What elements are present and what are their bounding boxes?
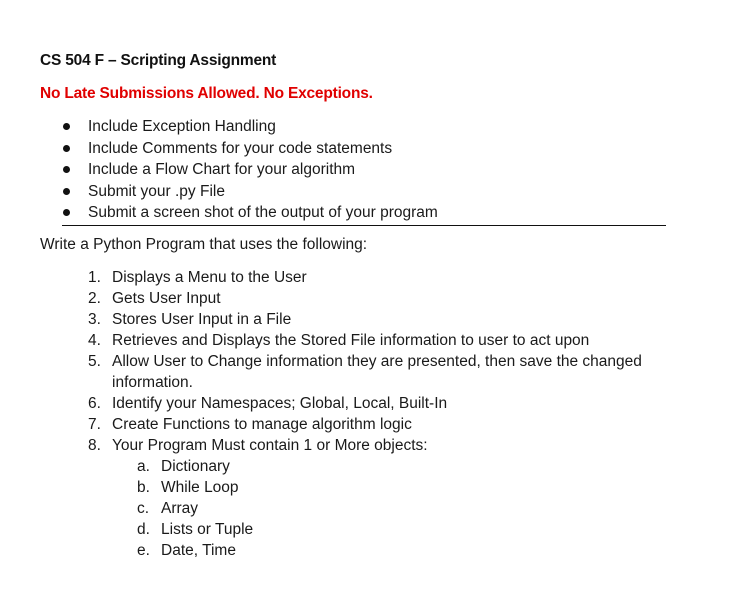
requirement-text: Submit a screen shot of the output of your program xyxy=(88,204,438,221)
object-text: While Loop xyxy=(161,479,239,496)
step-number: 5. xyxy=(88,353,101,370)
step-text: Your Program Must contain 1 or More objects: xyxy=(112,437,428,454)
list-item xyxy=(80,309,642,330)
list-item xyxy=(112,540,642,561)
object-text: Lists or Tuple xyxy=(161,521,254,538)
step-text: Allow User to Change information they are presented, then save the changed information. xyxy=(112,353,642,391)
bullet-icon xyxy=(63,166,70,173)
object-letter: a. xyxy=(137,458,150,475)
object-text: Dictionary xyxy=(161,458,230,475)
late-submission-warning: No Late Submissions Allowed. No Exceptions. xyxy=(40,85,373,102)
object-letter: d. xyxy=(137,521,150,538)
steps-list xyxy=(80,267,642,561)
object-letter: c. xyxy=(137,500,150,517)
requirement-text: Include a Flow Chart for your algorithm xyxy=(88,161,356,178)
list-item xyxy=(112,519,642,540)
object-letter: e. xyxy=(137,542,150,559)
step-text: Identify your Namespaces; Global, Local, Built-In xyxy=(112,395,448,412)
requirement-text: Include Comments for your code statements xyxy=(88,139,393,157)
step-number: 3. xyxy=(88,311,101,328)
object-letter: b. xyxy=(137,479,150,496)
document-title: CS 504 F – Scripting Assignment xyxy=(40,52,277,69)
bullet-icon xyxy=(63,123,70,130)
list-item xyxy=(80,288,642,309)
list-item xyxy=(112,477,642,498)
step-number: 7. xyxy=(88,416,101,433)
list-item xyxy=(80,330,642,351)
step-text: Displays a Menu to the User xyxy=(112,269,307,286)
object-text: Date, Time xyxy=(161,542,236,559)
bullet-icon xyxy=(63,188,70,195)
list-item xyxy=(80,435,642,561)
list-item xyxy=(60,159,438,181)
list-item xyxy=(80,393,642,414)
bullet-icon xyxy=(63,209,70,216)
step-text: Gets User Input xyxy=(112,290,221,307)
step-number: 4. xyxy=(88,332,101,349)
list-item xyxy=(80,267,642,288)
list-item xyxy=(60,138,438,160)
step-number: 1. xyxy=(88,269,101,286)
list-item xyxy=(60,181,438,203)
list-item xyxy=(60,202,438,224)
step-number: 8. xyxy=(88,437,101,454)
section-divider xyxy=(62,225,666,226)
step-text: Stores User Input in a File xyxy=(112,311,292,328)
list-item xyxy=(80,351,642,393)
step-number: 6. xyxy=(88,395,101,412)
intro-text: Write a Python Program that uses the following: xyxy=(40,236,368,253)
requirement-text: Include Exception Handling xyxy=(88,118,276,135)
step-number: 2. xyxy=(88,290,101,307)
step-text: Retrieves and Displays the Stored File information to user to act upon xyxy=(112,332,590,349)
requirements-list xyxy=(60,116,438,224)
list-item xyxy=(112,456,642,477)
bullet-icon xyxy=(63,145,70,152)
list-item xyxy=(80,414,642,435)
list-item xyxy=(60,116,438,138)
object-text: Array xyxy=(161,500,199,517)
objects-sublist xyxy=(112,456,642,561)
requirement-text: Submit your .py File xyxy=(88,182,225,200)
step-text: Create Functions to manage algorithm logic xyxy=(112,416,412,433)
list-item xyxy=(112,498,642,519)
